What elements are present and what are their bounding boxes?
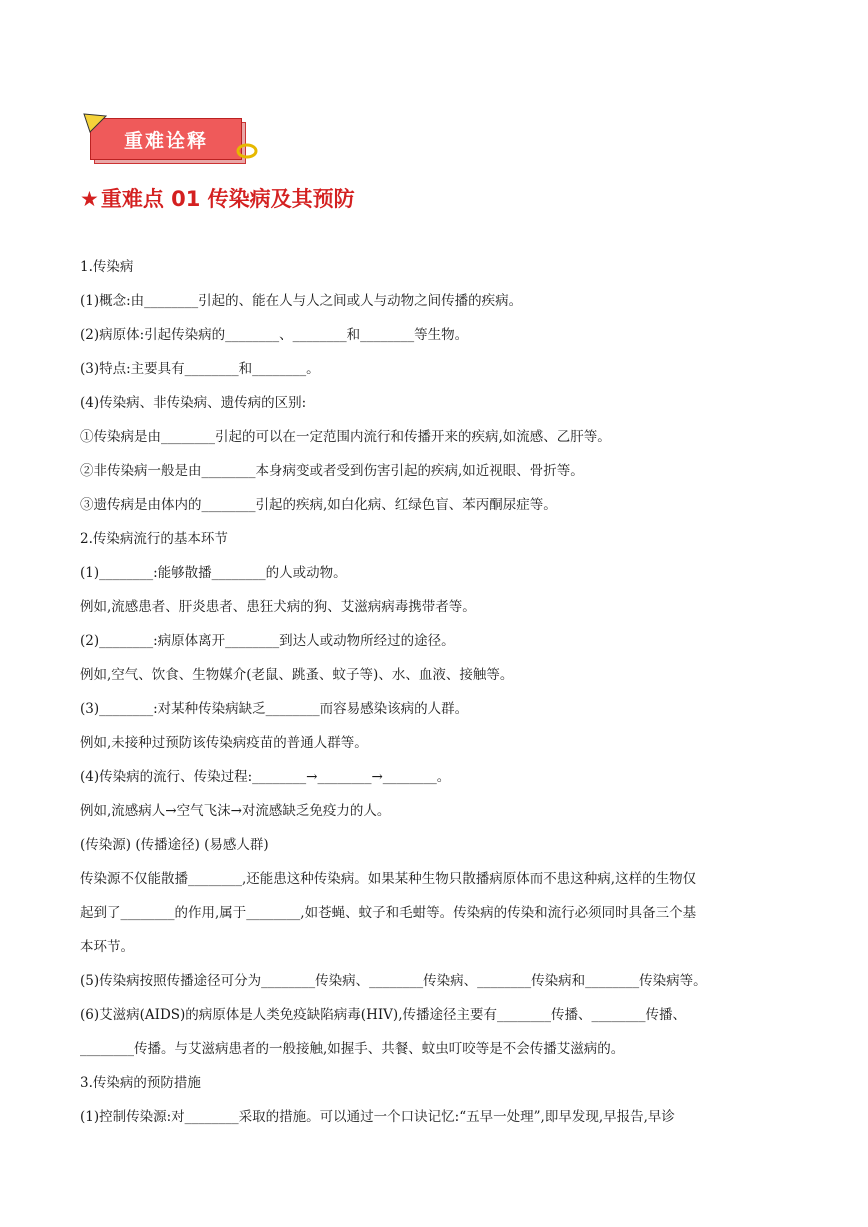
badge-label: 重难诠释 xyxy=(90,118,242,160)
text-line: 例如,流感病人→空气飞沫→对流感缺乏免疫力的人。 xyxy=(80,803,391,819)
text-line: 例如,空气、饮食、生物媒介(老鼠、跳蚤、蚊子等)、水、血液、接触等。 xyxy=(80,667,514,683)
text-line: (2)________:病原体离开________到达人或动物所经过的途径。 xyxy=(80,633,455,649)
text-line: (1)________:能够散播________的人或动物。 xyxy=(80,565,347,581)
text-line: 本环节。 xyxy=(80,939,134,955)
text-line: ①传染病是由________引起的可以在一定范围内流行和传播开来的疾病,如流感、乙肝等。 xyxy=(80,429,611,445)
text-line: (3)________:对某种传染病缺乏________而容易感染该病的人群。 xyxy=(80,701,469,717)
section-badge xyxy=(80,112,260,168)
text-line: 1.传染病 xyxy=(80,259,134,275)
text-line: (1)控制传染源:对________采取的措施。可以通过一个口诀记忆:“五早一处理”,即早发现,早报告,早诊 xyxy=(80,1109,675,1125)
text-line: ③遗传病是由体内的________引起的疾病,如白化病、红绿色盲、苯丙酮尿症等。 xyxy=(80,497,557,513)
text-line: 例如,未接种过预防该传染病疫苗的普通人群等。 xyxy=(80,735,368,751)
text-line: (传染源) (传播途径) (易感人群) xyxy=(80,837,269,853)
text-line: (1)概念:由________引起的、能在人与人之间或人与动物之间传播的疾病。 xyxy=(80,293,523,309)
text-line: (6)艾滋病(AIDS)的病原体是人类免疫缺陷病毒(HIV),传播途径主要有________传播、________传播、 xyxy=(80,1007,686,1023)
text-line: 2.传染病流行的基本环节 xyxy=(80,531,228,547)
flag-icon xyxy=(82,112,108,134)
text-line: 例如,流感患者、肝炎患者、患狂犬病的狗、艾滋病病毒携带者等。 xyxy=(80,599,476,615)
text-line: ②非传染病一般是由________本身病变或者受到伤害引起的疾病,如近视眼、骨折等。 xyxy=(80,463,584,479)
text-line: 起到了________的作用,属于________,如苍蝇、蚊子和毛蚶等。传染病的传染和流行必须同时具备三个基 xyxy=(80,905,697,921)
text-line: (2)病原体:引起传染病的________、________和________等生物。 xyxy=(80,327,469,343)
text-line: 3.传染病的预防措施 xyxy=(80,1075,201,1091)
text-line: (5)传染病按照传播途径可分为________传染病、________传染病、________传染病和________传染病等。 xyxy=(80,973,707,989)
text-line: (4)传染病的流行、传染过程:________→________→________。 xyxy=(80,769,451,785)
section-heading xyxy=(80,183,355,213)
ring-icon xyxy=(236,142,258,160)
heading-title: 重难点 01 传染病及其预防 xyxy=(100,187,355,211)
star-icon: ★ xyxy=(80,187,99,211)
text-line: (3)特点:主要具有________和________。 xyxy=(80,361,320,377)
text-line: ________传播。与艾滋病患者的一般接触,如握手、共餐、蚊虫叮咬等是不会传播艾滋病的。 xyxy=(80,1041,625,1057)
text-line: (4)传染病、非传染病、遗传病的区别: xyxy=(80,395,307,411)
text-line: 传染源不仅能散播________,还能患这种传染病。如果某种生物只散播病原体而不患这种病,这样的生物仅 xyxy=(80,871,697,887)
